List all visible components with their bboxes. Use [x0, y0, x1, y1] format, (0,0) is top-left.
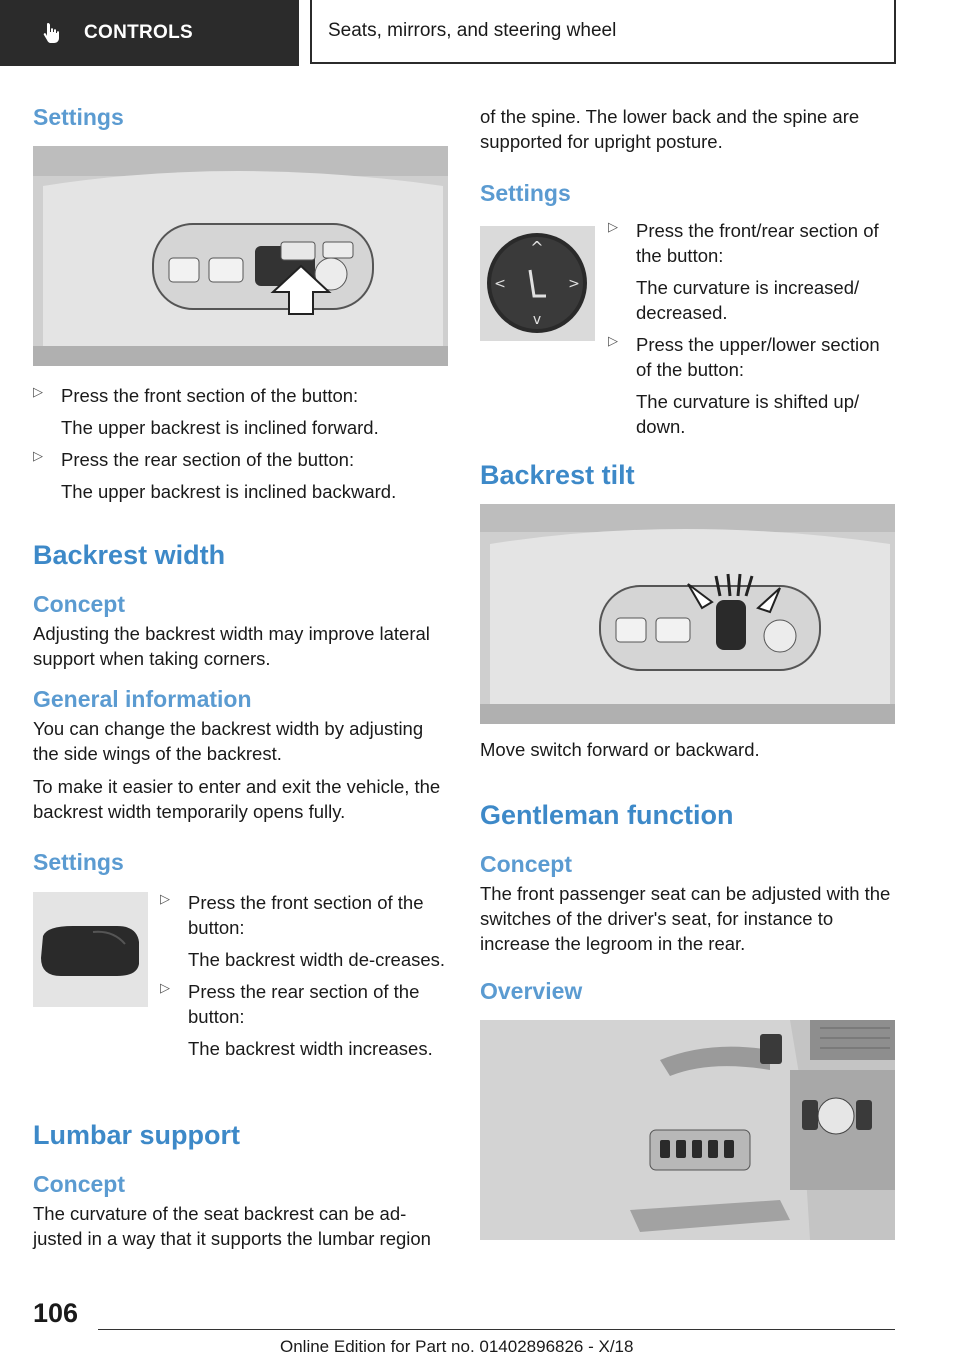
- gentleman-concept-text: The front passenger seat can be adjusted with the switches of the driver's seat, for instance to increase the legroom in the rear.: [480, 883, 891, 954]
- lumbar-settings-list: [608, 218, 895, 439]
- edition-info: Online Edition for Part no. 01402896826 - X/18: [280, 1337, 634, 1356]
- backrest-tilt-text: Move switch forward or backward.: [480, 739, 760, 760]
- list-item: ▷ Press the front section of the button: The upper backrest is inclined forward.: [33, 384, 379, 438]
- svg-text:^: ^: [530, 238, 544, 257]
- list-item: ▷ Press the front section of the button: The backrest width de-creases.: [160, 891, 446, 970]
- door-switches-illustration: [480, 1020, 895, 1240]
- settings1-list: [33, 383, 448, 504]
- list-item: ▷ Press the upper/lower section of the button: The curvature is shifted up/ down.: [608, 333, 880, 437]
- width-switch-illustration: [33, 892, 148, 1007]
- svg-text:v: v: [532, 312, 542, 328]
- list-item: ▷ Press the front/rear section of the button: The curvature is increased/ decreased.: [608, 219, 879, 323]
- section-label: CONTROLS: [84, 22, 194, 43]
- concept-text: Adjusting the backrest width may improve lateral support when taking corners.: [33, 623, 430, 669]
- lumbar-concept-text: The curvature of the seat backrest can be ad-justed in a way that it supports the lumbar region: [33, 1203, 431, 1249]
- backrest-width-block: [33, 890, 448, 1110]
- lumbar-settings-block: [480, 219, 895, 454]
- list-item: ▷ Press the rear section of the button: The upper backrest is inclined backward.: [33, 448, 397, 502]
- settings-heading: Settings: [480, 180, 571, 206]
- footer-divider: [98, 1329, 895, 1330]
- page-header: [0, 0, 960, 66]
- triangle-bullet-icon: ▷: [33, 448, 43, 463]
- backrest-width-heading: Backrest width: [33, 540, 226, 570]
- settings-heading: Settings: [33, 104, 124, 130]
- triangle-bullet-icon: ▷: [160, 980, 170, 995]
- svg-text:>: >: [568, 276, 580, 292]
- general-info-text-2: To make it easier to enter and exit the vehicle, the backrest width temporarily opens fully.: [33, 776, 441, 822]
- door-panel-photo: [480, 1020, 895, 1240]
- settings-heading: Settings: [33, 849, 124, 875]
- lumbar-support-heading: Lumbar support: [33, 1120, 240, 1150]
- general-info-text-1: You can change the backrest width by adjusting the side wings of the backrest.: [33, 718, 424, 764]
- seat-controls-photo: [33, 146, 448, 366]
- lumbar-button-photo: [480, 226, 595, 341]
- triangle-bullet-icon: ▷: [160, 891, 170, 906]
- page-number: 106: [33, 1298, 79, 1328]
- concept-heading: Concept: [480, 851, 572, 877]
- list-item: ▷ Press the rear section of the button: The backrest width increases.: [160, 980, 433, 1059]
- triangle-bullet-icon: ▷: [608, 219, 618, 234]
- hand-pointer-icon: [40, 21, 64, 45]
- width-button-photo: [33, 892, 148, 1007]
- concept-heading: Concept: [33, 1171, 125, 1197]
- seat-switch-illustration: [33, 146, 448, 366]
- triangle-bullet-icon: ▷: [608, 333, 618, 348]
- tilt-switch-illustration: [480, 504, 895, 724]
- lumbar-switch-illustration: [480, 226, 595, 341]
- svg-text:<: <: [494, 276, 506, 292]
- overview-heading: Overview: [480, 978, 583, 1004]
- backrest-tilt-heading: Backrest tilt: [480, 460, 635, 490]
- triangle-bullet-icon: ▷: [33, 384, 43, 399]
- backrest-tilt-photo: [480, 504, 895, 724]
- left-column: [33, 96, 448, 1251]
- chapter-title: Seats, mirrors, and steering wheel: [310, 0, 896, 64]
- backrest-width-list: [160, 890, 448, 1061]
- continued-text: of the spine. The lower back and the spine are supported for upright posture.: [480, 106, 860, 152]
- concept-heading: Concept: [33, 591, 125, 617]
- right-column: [480, 104, 895, 1240]
- gentleman-function-heading: Gentleman function: [480, 800, 734, 830]
- section-tab: [0, 0, 299, 66]
- general-info-heading: General information: [33, 686, 252, 712]
